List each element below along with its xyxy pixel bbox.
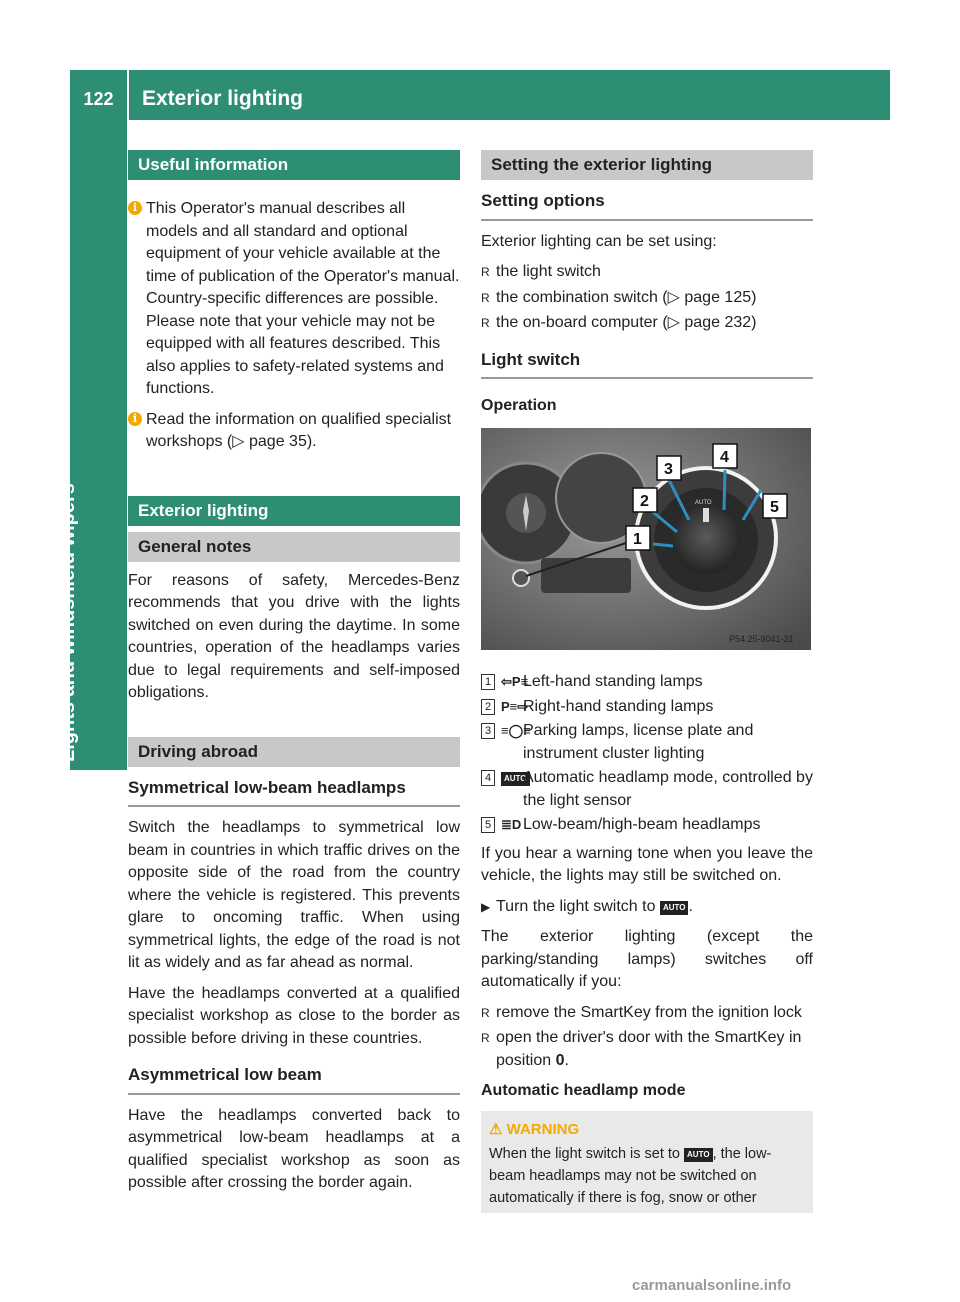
general-notes-text: For reasons of safety, Mercedes-Benz recommends that you drive with the lights switched on even during the daytime. In some countries, operation of the headlamps varies due to legal requirements and self-imposed obligations.	[128, 571, 460, 701]
light-switch-photo	[481, 428, 811, 650]
legend-item: 3 ≡◯≡ Parking lamps, license plate and instrument cluster lighting	[481, 720, 813, 765]
driving-abroad-banner: Driving abroad	[128, 737, 460, 767]
left-column	[128, 150, 460, 1203]
options-list	[481, 261, 813, 335]
header-divider	[127, 70, 129, 120]
options-intro: Exterior lighting can be set using:	[481, 232, 717, 250]
page-number: 122	[83, 89, 114, 109]
info-text-1: This Operator's manual describes all models and all standard and optional equipment of your vehicle available at the time of publication of the Operator's manual. Country-specific differences are possible. Please note that your vehicle may not be equipped with all features described. This also applies to safety-related systems and functions.	[146, 200, 460, 397]
warning-box	[481, 1111, 813, 1213]
auto-off-list	[481, 1002, 813, 1073]
watermark: carmanualsonline.info	[632, 1277, 792, 1294]
page-header	[70, 70, 890, 120]
callout-4-label: 4	[720, 448, 729, 466]
info-text-2: Read the information on qualified specialist workshops (▷ page 35).	[146, 410, 452, 450]
chapter-sidebar	[57, 120, 127, 770]
symmetrical-heading: Symmetrical low-beam headlamps	[128, 777, 460, 808]
auto-mode-heading: Automatic headlamp mode	[481, 1082, 686, 1099]
warning-tone-text: If you hear a warning tone when you leave the vehicle, the lights may still be switched on.	[481, 844, 813, 884]
legend-list	[481, 671, 813, 837]
list-item: R the combination switch (▷ page 125)	[481, 288, 757, 306]
list-item: R remove the SmartKey from the ignition lock	[481, 1003, 802, 1021]
info-icon: i	[128, 412, 142, 426]
auto-mark: AUTO	[695, 499, 712, 506]
auto-icon: AUTO	[660, 901, 689, 915]
auto-icon: AUTO	[501, 772, 530, 786]
legend-item: 1 ⇦P≡ Left-hand standing lamps	[481, 671, 813, 694]
step-arrow-icon: ▶	[481, 899, 491, 914]
auto-off-text: The exterior lighting (except the parking/standing lamps) switches off automatically if you:	[481, 928, 813, 990]
info-icon: i	[128, 201, 142, 215]
right-column	[481, 150, 813, 1213]
right-standing-lamp-icon: P≡⇨	[501, 698, 529, 714]
setting-exterior-banner: Setting the exterior lighting	[481, 150, 813, 180]
photo-code: P54.25-9041-31	[729, 633, 794, 644]
auto-icon: AUTO	[684, 1148, 713, 1162]
callout-5-label: 5	[770, 498, 779, 516]
list-item: R open the driver's door with the SmartKey in position 0.	[481, 1029, 802, 1069]
useful-info-banner: Useful information	[128, 150, 460, 180]
exterior-lighting-banner: Exterior lighting	[128, 496, 460, 526]
legend-item: 2 P≡⇨ Right-hand standing lamps	[481, 696, 813, 719]
callout-3-label: 3	[664, 460, 673, 478]
callout-2-label: 2	[640, 492, 649, 510]
list-item: R the on-board computer (▷ page 232)	[481, 314, 757, 331]
light-switch-heading: Light switch	[481, 349, 813, 380]
parking-lamp-icon: ≡◯≡	[501, 723, 531, 738]
low-beam-icon: ≣D	[501, 817, 522, 832]
list-item: R the light switch	[481, 263, 601, 280]
legend-item: 4 AUTO Automatic headlamp mode, controlled by the light sensor	[481, 767, 813, 812]
legend-item: 5 ≣D Low-beam/high-beam headlamps	[481, 814, 813, 837]
setting-options-heading: Setting options	[481, 190, 813, 221]
warning-text: When the light switch is set to AUTO , the low-beam headlamps may not be switched on automatically if there is fog, snow or other	[489, 1145, 772, 1206]
page-title: Exterior lighting	[142, 87, 304, 110]
operation-heading: Operation	[481, 397, 557, 414]
left-standing-lamp-icon: ⇦P≡	[501, 674, 529, 689]
asymmetrical-text: Have the headlamps converted back to asymmetrical low-beam headlamps at a qualified specialist workshop as soon as possible after crossing the border again.	[128, 1106, 460, 1191]
chapter-title: Lights and windshield wipers	[57, 483, 79, 762]
general-notes-banner: General notes	[128, 532, 460, 562]
callout-1-label: 1	[633, 530, 642, 548]
warning-title: ⚠ WARNING	[489, 1120, 580, 1138]
turn-switch-step: ▶ Turn the light switch to AUTO .	[481, 896, 813, 919]
switch-location	[513, 570, 529, 586]
warning-triangle-icon: ⚠	[489, 1120, 503, 1138]
info-note-1	[128, 198, 460, 401]
asymmetrical-heading: Asymmetrical low beam	[128, 1064, 460, 1095]
info-note-2	[128, 409, 460, 454]
symmetrical-text-2: Have the headlamps converted at a qualified specialist workshop as close to the border as possible before driving in these countries.	[128, 984, 460, 1047]
symmetrical-text-1: Switch the headlamps to symmetrical low beam in countries in which traffic drives on the opposite side of the road from the country where the vehicle is registered. This prevents glare to oncoming traffic. When using symmetrical lights, the edge of the road is not lit as widely and as far ahead as normal.	[128, 819, 460, 971]
